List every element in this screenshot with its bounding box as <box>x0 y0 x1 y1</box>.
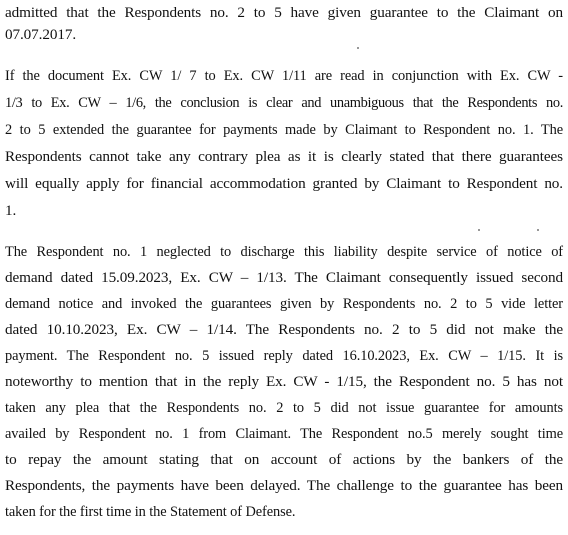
paragraph-line: dated 10.10.2023, Ex. CW – 1/14. The Respondents no. 2 to 5 did not make the <box>5 321 563 338</box>
paragraph-line: availed by Respondent no. 1 from Claimant. The Respondent no.5 merely sought time <box>5 426 563 442</box>
paragraph-line: 2 to 5 extended the guarantee for payments made by Claimant to Respondent no. 1. The <box>5 122 563 138</box>
paragraph-line: demand notice and invoked the guarantees given by Respondents no. 2 to 5 vide letter <box>5 296 563 312</box>
paragraph-line: to repay the amount stating that on account of actions by the bankers of the <box>5 451 563 468</box>
paragraph-line: Respondents cannot take any contrary plea as it is clearly stated that there guarantees <box>5 148 563 165</box>
paragraph-line: taken any plea that the Respondents no. 2 to 5 did not issue guarantee for amounts <box>5 400 563 416</box>
paragraph-line: Respondents, the payments have been delayed. The challenge to the guarantee has been <box>5 477 563 494</box>
paragraph-line: 1. <box>5 202 17 219</box>
paragraph-line: 1/3 to Ex. CW – 1/6, the conclusion is clear and unambiguous that the Respondents no. <box>5 95 563 111</box>
paragraph-line: will equally apply for financial accommodation granted by Claimant to Respondent no. <box>5 175 563 192</box>
paragraph-line: demand dated 15.09.2023, Ex. CW – 1/13. The Claimant consequently issued second <box>5 269 563 286</box>
scan-speck <box>478 229 480 231</box>
paragraph-line: The Respondent no. 1 neglected to discharge this liability despite service of notice of <box>5 244 563 260</box>
scan-speck <box>537 229 539 231</box>
paragraph-line: payment. The Respondent no. 5 issued reply dated 16.10.2023, Ex. CW – 1/15. It is <box>5 348 563 364</box>
paragraph-line: admitted that the Respondents no. 2 to 5 have given guarantee to the Claimant on <box>5 4 563 21</box>
paragraph-line: If the document Ex. CW 1/ 7 to Ex. CW 1/11 are read in conjunction with Ex. CW - <box>5 68 563 84</box>
scan-speck <box>357 47 359 49</box>
paragraph-line: noteworthy to mention that in the reply Ex. CW - 1/15, the Respondent no. 5 has not <box>5 373 563 390</box>
paragraph-line: 07.07.2017. <box>5 26 77 43</box>
paragraph-line: taken for the first time in the Statement of Defense. <box>5 504 296 520</box>
